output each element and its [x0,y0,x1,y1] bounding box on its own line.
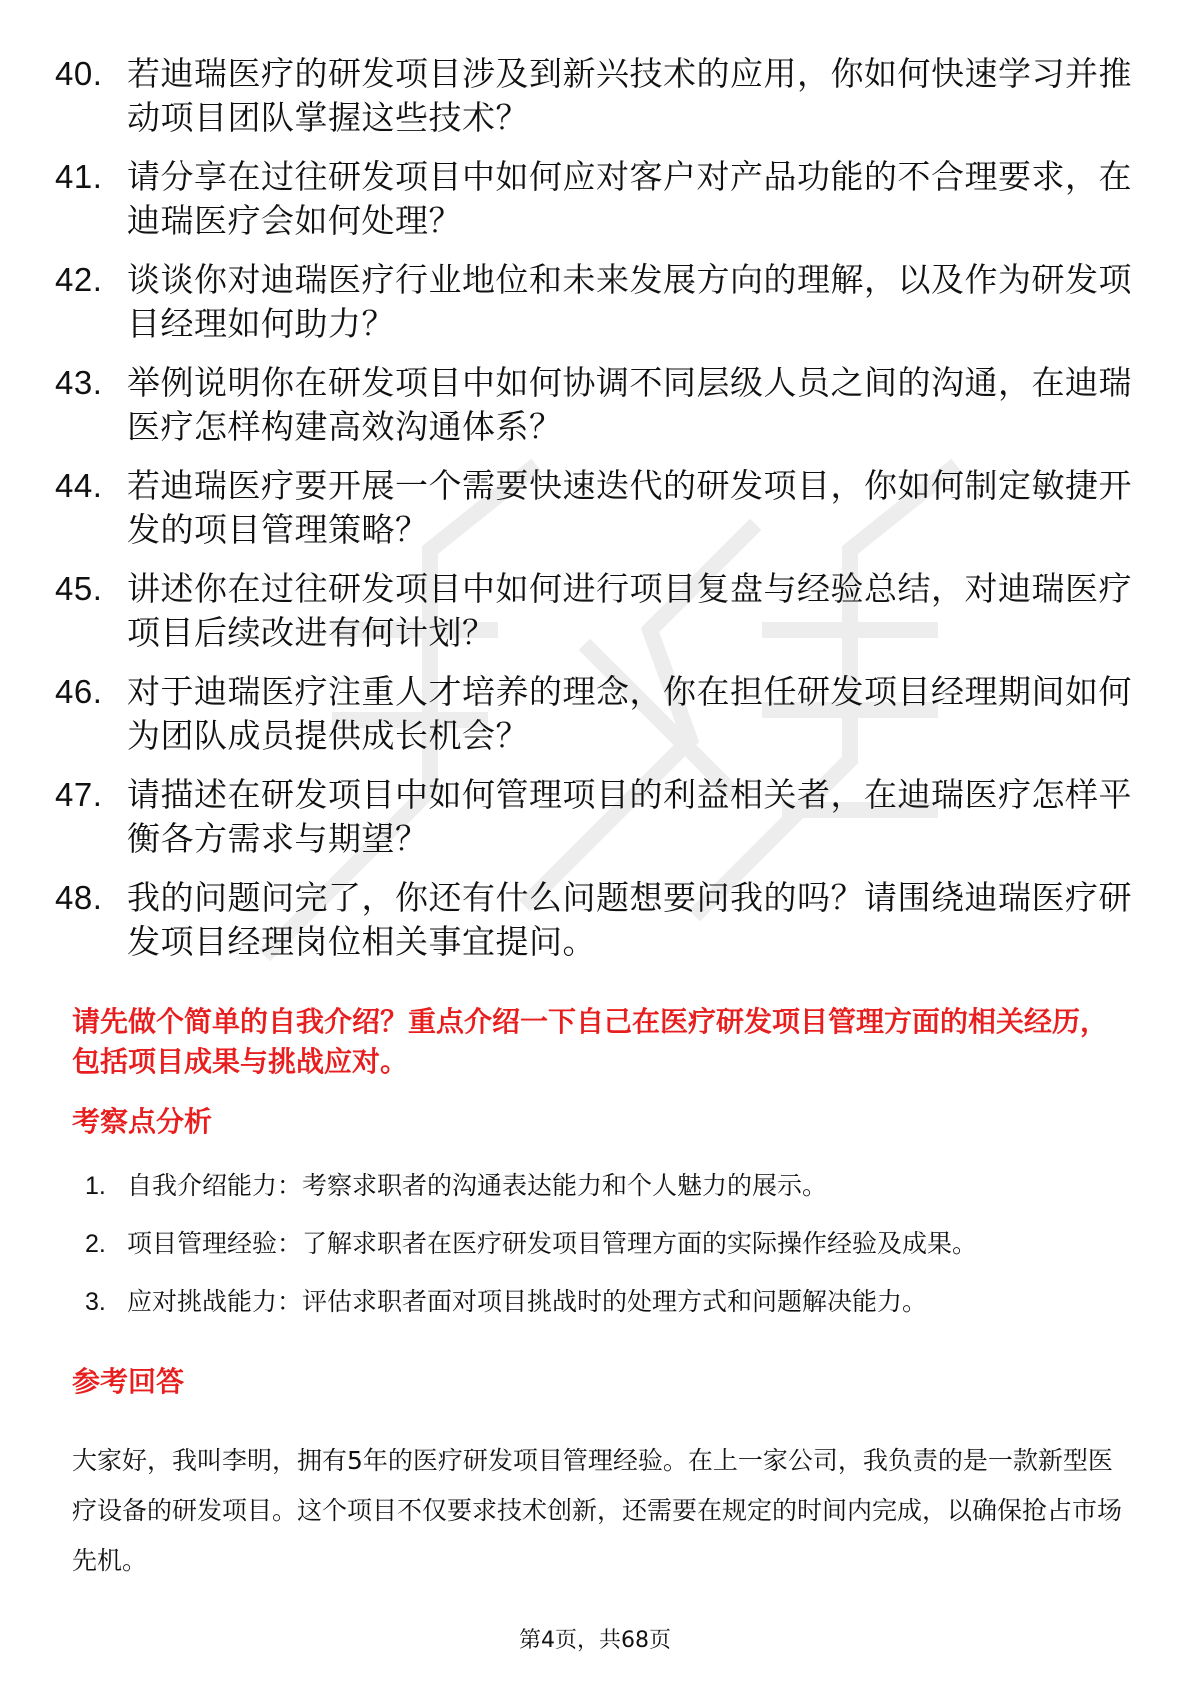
analysis-text: 自我介绍能力：考察求职者的沟通表达能力和个人魅力的展示。 [127,1171,828,1200]
question-list [55,52,1135,979]
question-item [55,567,1135,655]
question-text: 谈谈你对迪瑞医疗行业地位和未来发展方向的理解，以及作为研发项目经理如何助力？ [127,260,1132,343]
question-text: 若迪瑞医疗要开展一个需要快速迭代的研发项目，你如何制定敏捷开发的项目管理策略？ [127,466,1132,549]
question-item [55,773,1135,861]
reference-title: 参考回答 [72,1365,185,1398]
question-text: 请描述在研发项目中如何管理项目的利益相关者，在迪瑞医疗怎样平衡各方需求与期望？ [127,775,1132,858]
analysis-text: 应对挑战能力：评估求职者面对项目挑战时的处理方式和问题解决能力。 [127,1287,928,1316]
question-text: 若迪瑞医疗的研发项目涉及到新兴技术的应用，你如何快速学习并推动项目团队掌握这些技术？ [127,54,1132,137]
question-text: 请分享在过往研发项目中如何应对客户对产品功能的不合理要求，在迪瑞医疗会如何处理？ [127,157,1132,240]
question-text: 我的问题问完了，你还有什么问题想要问我的吗？请围绕迪瑞医疗研发项目经理岗位相关事宜提问。 [127,878,1132,961]
analysis-number: 2. [85,1230,106,1258]
question-number: 48. [55,879,103,916]
question-item [55,52,1135,140]
analysis-item [85,1284,1145,1320]
question-item [55,361,1135,449]
page-footer: 第4页，共68页 [519,1628,671,1653]
question-item [55,258,1135,346]
question-item [55,876,1135,964]
question-number: 41. [55,158,103,195]
analysis-number: 3. [85,1288,106,1316]
question-number: 46. [55,673,103,710]
analysis-item [85,1226,1145,1262]
question-text: 对于迪瑞医疗注重人才培养的理念，你在担任研发项目经理期间如何为团队成员提供成长机会？ [127,672,1132,755]
featured-question: 请先做个简单的自我介绍？重点介绍一下自己在医疗研发项目管理方面的相关经历，包括项目成果与挑战应对。 [72,1005,1109,1078]
analysis-item [85,1168,1145,1204]
analysis-list [85,1168,1145,1342]
question-text: 讲述你在过往研发项目中如何进行项目复盘与经验总结，对迪瑞医疗项目后续改进有何计划？ [127,569,1132,652]
question-number: 40. [55,55,103,92]
question-number: 47. [55,776,103,813]
question-item [55,155,1135,243]
analysis-number: 1. [85,1172,106,1200]
analysis-text: 项目管理经验：了解求职者在医疗研发项目管理方面的实际操作经验及成果。 [127,1229,978,1258]
question-number: 43. [55,364,103,401]
question-item [55,464,1135,552]
analysis-title: 考察点分析 [72,1105,213,1138]
reference-answer: 大家好，我叫李明，拥有5年的医疗研发项目管理经验。在上一家公司，我负责的是一款新型医疗设备的研发项目。这个项目不仅要求技术创新，还需要在规定的时间内完成，以确保抢占市场先机。 [72,1446,1123,1575]
question-item [55,670,1135,758]
question-text: 举例说明你在研发项目中如何协调不同层级人员之间的沟通，在迪瑞医疗怎样构建高效沟通体系？ [127,363,1132,446]
question-number: 42. [55,261,103,298]
question-number: 44. [55,467,103,504]
question-number: 45. [55,570,103,607]
